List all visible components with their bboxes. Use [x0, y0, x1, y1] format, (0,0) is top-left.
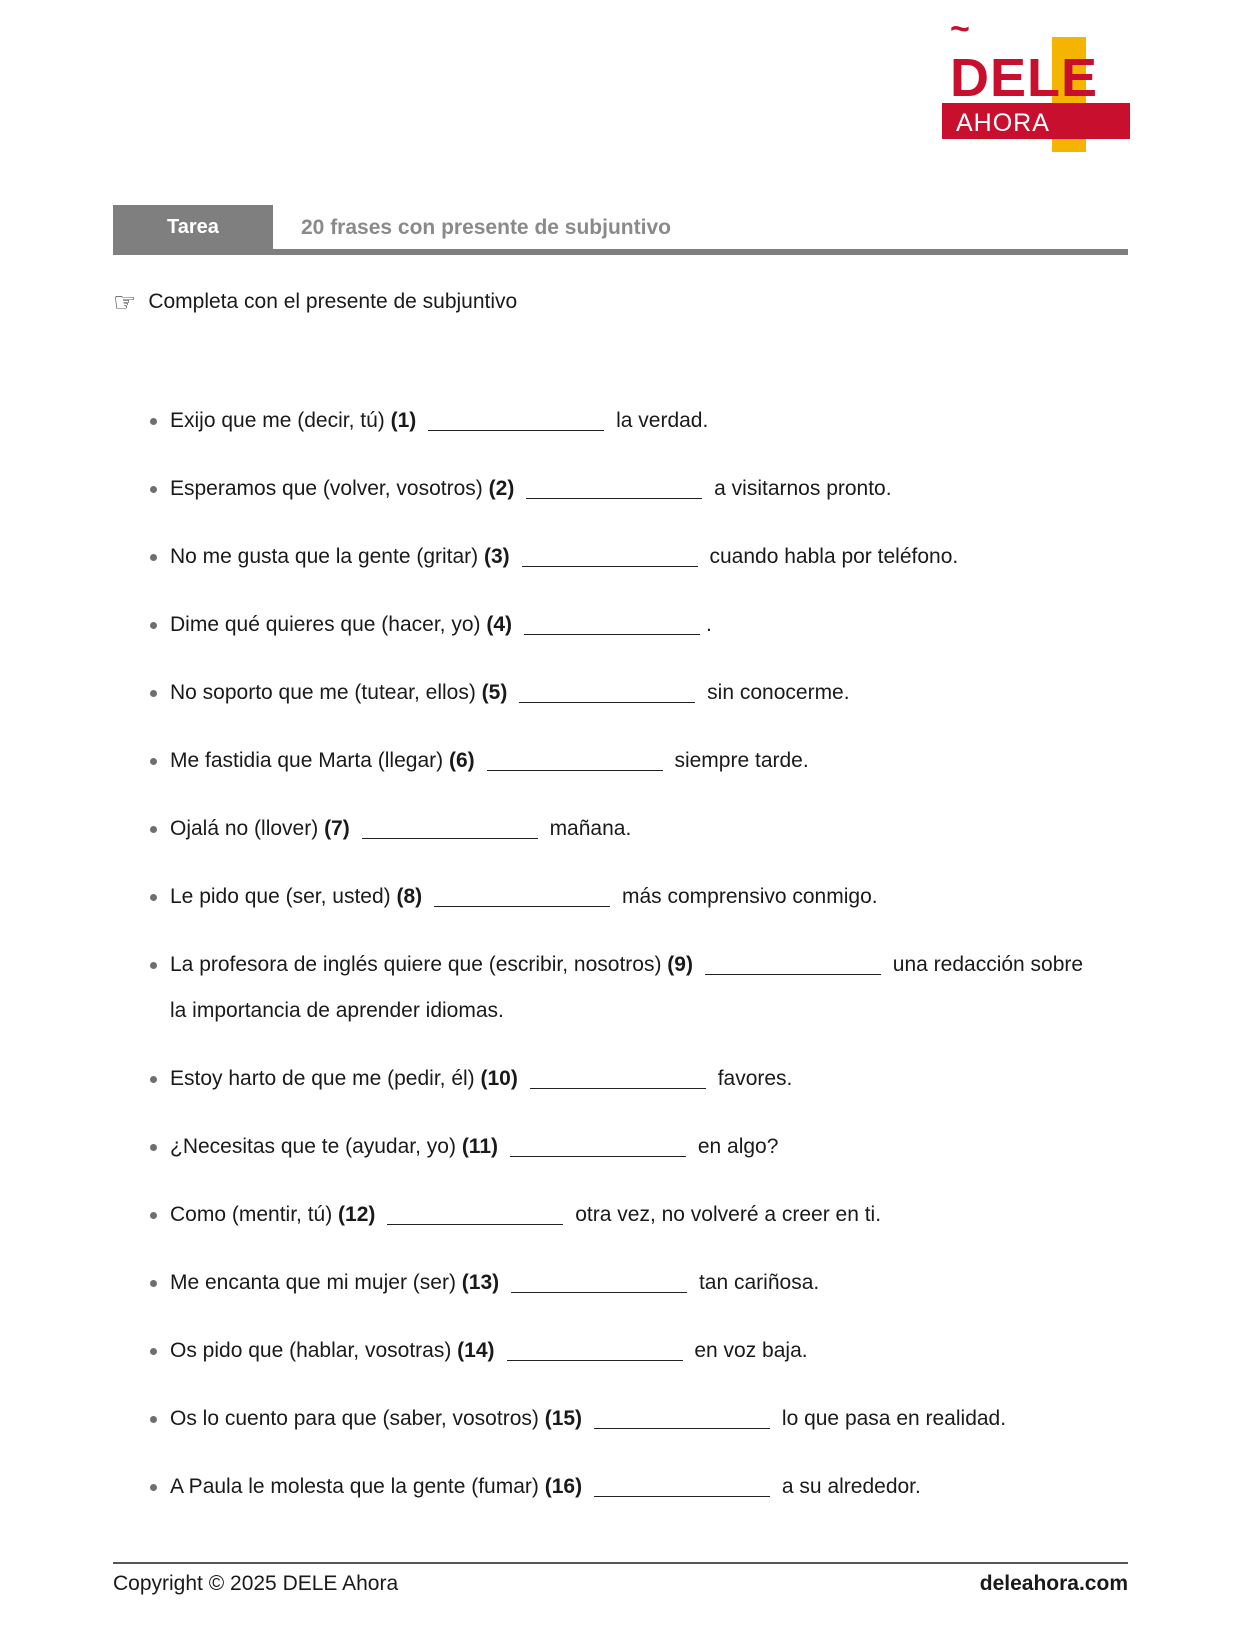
- copyright-text: Copyright © 2025 DELE Ahora: [113, 1572, 399, 1595]
- item-number: (16): [544, 1475, 583, 1498]
- sentence-suffix: otra vez, no volveré a creer en ti.: [569, 1203, 882, 1226]
- exercise-item: [150, 602, 1130, 648]
- footer-divider: [113, 1562, 1128, 1564]
- sentence-suffix: mañana.: [543, 817, 632, 840]
- item-number: (13): [461, 1271, 500, 1294]
- answer-blank[interactable]: [526, 497, 702, 499]
- exercise-item: [150, 1056, 1130, 1102]
- task-title: 20 frases con presente de subjuntivo: [301, 216, 671, 239]
- answer-blank[interactable]: [594, 1427, 770, 1429]
- exercise-item: [150, 738, 1130, 784]
- sentence-prefix: No soporto que me (tutear, ellos): [170, 681, 482, 704]
- logo-ahora-text: AHORA: [956, 109, 1050, 137]
- sentence-prefix: La profesora de inglés quiere que (escribir, nosotros): [170, 953, 668, 976]
- task-header: [113, 205, 1128, 255]
- sentence-prefix: ¿Necesitas que te (ayudar, yo): [170, 1135, 462, 1158]
- answer-blank[interactable]: [487, 769, 663, 771]
- item-number: (8): [396, 885, 423, 908]
- logo-graphic: [940, 10, 1130, 160]
- exercise-item: [150, 942, 1130, 1034]
- sentence-suffix: .: [706, 613, 712, 636]
- item-number: (12): [338, 1203, 376, 1226]
- sentence-prefix: Exijo que me (decir, tú): [170, 409, 391, 432]
- pointing-hand-icon: ☞: [113, 287, 137, 317]
- exercise-list: [150, 398, 1130, 1532]
- exercise-item: [150, 806, 1130, 852]
- item-number: (15): [544, 1407, 583, 1430]
- sentence-prefix: Ojalá no (llover): [170, 817, 325, 840]
- exercise-item: [150, 670, 1130, 716]
- sentence-prefix: Os lo cuento para que (saber, vosotros): [170, 1407, 545, 1430]
- exercise-item: [150, 398, 1130, 444]
- exercise-item: [150, 534, 1130, 580]
- exercise-item: [150, 1192, 1130, 1238]
- instruction: [113, 286, 517, 318]
- item-number: (14): [457, 1339, 495, 1362]
- sentence-suffix: favores.: [711, 1067, 793, 1090]
- dele-ahora-logo: [940, 10, 1130, 160]
- sentence-suffix: a su alrededor.: [776, 1475, 921, 1498]
- answer-blank[interactable]: [510, 1155, 686, 1157]
- item-number: (6): [448, 749, 475, 772]
- item-number: (5): [481, 681, 508, 704]
- sentence-prefix: Le pido que (ser, usted): [170, 885, 397, 908]
- answer-blank[interactable]: [705, 973, 881, 975]
- answer-blank[interactable]: [530, 1087, 706, 1089]
- sentence-prefix: Me fastidia que Marta (llegar): [170, 749, 449, 772]
- item-number: (1): [390, 409, 417, 432]
- sentence-prefix: No me gusta que la gente (gritar): [170, 545, 484, 568]
- sentence-suffix: cuando habla por teléfono.: [703, 545, 959, 568]
- exercise-item: [150, 1260, 1130, 1306]
- item-number: (9): [667, 953, 693, 976]
- item-number: (2): [488, 477, 515, 500]
- sentence-suffix: más comprensivo conmigo.: [616, 885, 878, 908]
- sentence-prefix: Esperamos que (volver, vosotros): [170, 477, 489, 500]
- sentence-suffix: tan cariñosa.: [693, 1271, 820, 1294]
- answer-blank[interactable]: [524, 633, 700, 635]
- svg-text:~: ~: [950, 10, 970, 48]
- item-number: (4): [486, 613, 513, 636]
- task-divider: [113, 249, 1128, 255]
- exercise-item: [150, 1328, 1130, 1374]
- answer-blank[interactable]: [428, 429, 604, 431]
- sentence-prefix: Me encanta que mi mujer (ser): [170, 1271, 462, 1294]
- answer-blank[interactable]: [522, 565, 698, 567]
- instruction-text: Completa con el presente de subjuntivo: [148, 290, 518, 313]
- sentence-suffix: siempre tarde.: [668, 749, 809, 772]
- sentence-continuation: la importancia de aprender idiomas.: [170, 999, 504, 1022]
- sentence-prefix: Como (mentir, tú): [170, 1203, 339, 1226]
- sentence-suffix: sin conocerme.: [701, 681, 850, 704]
- task-tag: Tarea: [113, 205, 273, 250]
- sentence-suffix: lo que pasa en realidad.: [776, 1407, 1007, 1430]
- sentence-prefix: A Paula le molesta que la gente (fumar): [170, 1475, 545, 1498]
- answer-blank[interactable]: [511, 1291, 687, 1293]
- answer-blank[interactable]: [507, 1359, 683, 1361]
- answer-blank[interactable]: [434, 905, 610, 907]
- answer-blank[interactable]: [362, 837, 538, 839]
- answer-blank[interactable]: [387, 1223, 563, 1225]
- exercise-item: [150, 1124, 1130, 1170]
- exercise-item: [150, 1464, 1130, 1510]
- sentence-prefix: Estoy harto de que me (pedir, él): [170, 1067, 481, 1090]
- item-number: (10): [480, 1067, 518, 1090]
- exercise-item: [150, 1396, 1130, 1442]
- sentence-suffix: una redacción sobre: [886, 953, 1084, 976]
- site-url: deleahora.com: [979, 1572, 1128, 1595]
- item-number: (11): [461, 1135, 498, 1158]
- answer-blank[interactable]: [519, 701, 695, 703]
- item-number: (3): [484, 545, 510, 568]
- item-number: (7): [324, 817, 350, 840]
- sentence-suffix: en algo?: [692, 1135, 779, 1158]
- sentence-suffix: en voz baja.: [688, 1339, 808, 1362]
- sentence-prefix: Dime qué quieres que (hacer, yo): [170, 613, 487, 636]
- exercise-item: [150, 874, 1130, 920]
- sentence-suffix: la verdad.: [610, 409, 709, 432]
- answer-blank[interactable]: [594, 1495, 770, 1497]
- logo-dele-text: DELE: [950, 48, 1099, 108]
- sentence-suffix: a visitarnos pronto.: [708, 477, 892, 500]
- exercise-item: [150, 466, 1130, 512]
- sentence-prefix: Os pido que (hablar, vosotras): [170, 1339, 458, 1362]
